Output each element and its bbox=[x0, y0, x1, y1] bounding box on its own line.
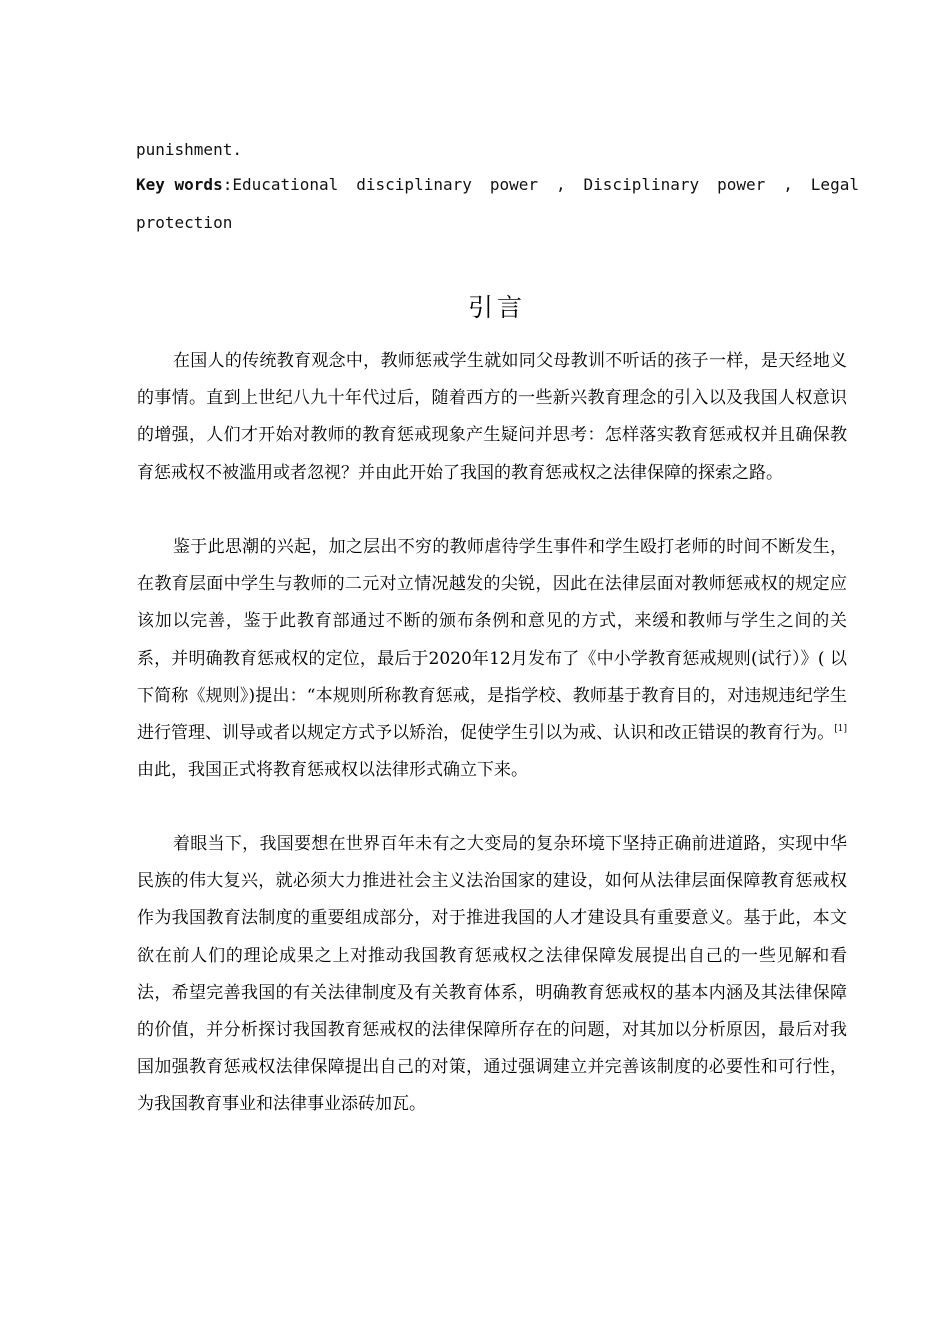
paragraph-1: 在国人的传统教育观念中，教师惩戒学生就如同父母教训不听话的孩子一样，是天经地义的事情。直到上世纪八九十年代过后，随着西方的一些新兴教育理念的引入以及我国人权意识的增强，人们才开始对教师的教育惩戒现象产生疑问并思考：怎样落实教育惩戒权并且确保教育惩戒权不被滥用或者忽视？并由此开始了我国的教育惩戒权之法律保障的探索之路。 bbox=[137, 351, 847, 483]
keyword-term: Disciplinary bbox=[583, 175, 700, 194]
keyword-term: Educational bbox=[232, 175, 339, 194]
citation-marker: [1] bbox=[834, 724, 847, 735]
paragraph-3: 着眼当下，我国要想在世界百年未有之大变局的复杂环境下坚持正确前进道路，实现中华民族的伟大复兴，就必须大力推进社会主义法治国家的建设，如何从法律层面保障教育惩戒权作为我国教育法制度的重要组成部分，对于推进我国的人才建设具有重要意义。基于此，本文欲在前人们的理论成果之上对推动我国教育惩戒权之法律保障发展提出自己的一些见解和看法，希望完善我国的有关法律制度及有关教育体系，明确教育惩戒权的基本内涵及其法律保障的价值，并分析探讨我国教育惩戒权的法律保障所存在的问题，对其加以分析原因，最后对我国加强教育惩戒权法律保障提出自己的对策，通过强调建立并完善该制度的必要性和可行性，为我国教育事业和法律事业添砖加瓦。 bbox=[137, 834, 847, 1115]
keyword-term: Legal bbox=[810, 175, 859, 194]
keywords-line bbox=[136, 175, 859, 194]
abstract-tail-line: punishment. bbox=[136, 140, 242, 159]
keywords-continuation: protection bbox=[136, 213, 233, 232]
keyword-separator: , bbox=[783, 175, 793, 194]
paragraph-2-text: 鉴于此思潮的兴起，加之层出不穷的教师虐待学生事件和学生殴打老师的时间不断发生，在教育层面中学生与教师的二元对立情况越发的尖锐，因此在法律层面对教师惩戒权的规定应该加以完善，鉴于此教育部通过不断的颁布条例和意见的方式，来缓和教师与学生之间的关系，并明确教育惩戒权的定位，最后于2020年12月发布了《中小学教育惩戒规则(试行）》( 以下简称《规则》)提出：“本规则所称教育惩戒，是指学校、教师基于教育目的，对违规违纪学生进行管理、训导或者以规定方式予以矫治，促使学生引以为戒、认识和改正错误的教育行为。 bbox=[137, 537, 847, 744]
keyword-term: power bbox=[717, 175, 766, 194]
keyword-term: disciplinary bbox=[356, 175, 472, 194]
keyword-separator: , bbox=[555, 175, 566, 194]
keywords-colon: : bbox=[222, 175, 233, 194]
keywords-label: Key words bbox=[136, 175, 223, 194]
paragraph-2 bbox=[137, 529, 847, 789]
section-title: 引言 bbox=[467, 293, 526, 322]
keyword-term: power bbox=[489, 175, 538, 194]
keywords-label-group bbox=[136, 175, 338, 194]
paragraph-2-text-after: 由此，我国正式将教育惩戒权以法律形式确立下来。 bbox=[137, 760, 528, 781]
